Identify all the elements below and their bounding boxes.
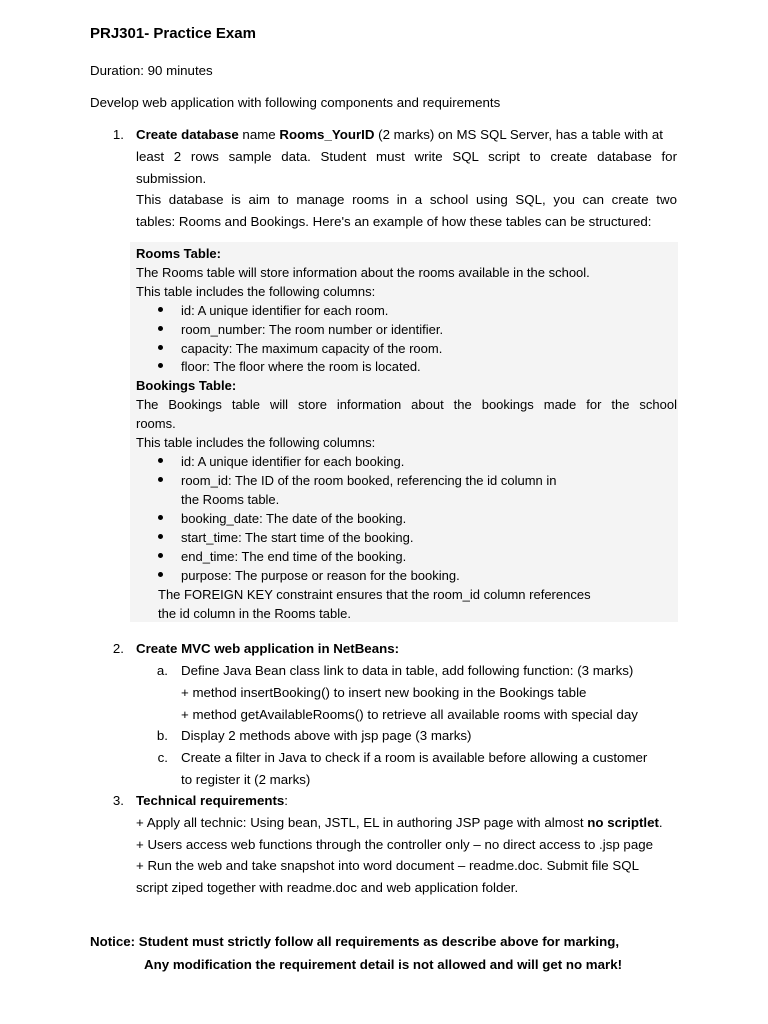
item-3-line-3: + Run the web and take snapshot into word document – readme.doc. Submit file SQL [136, 858, 639, 873]
rooms-table-description: The Rooms table will store information about the rooms available in the school. [136, 265, 590, 280]
bullet-icon [158, 510, 166, 518]
foreign-key-note-1: The FOREIGN KEY constraint ensures that the room_id column references [158, 587, 591, 602]
item-1-bold-db-name: Rooms_YourID [279, 127, 375, 142]
bookings-column-end-time: end_time: The end time of the booking. [181, 549, 407, 564]
item-2a-label: a. [156, 663, 168, 678]
item-2c-text-1: Create a filter in Java to check if a room is available before allowing a customer [181, 750, 648, 765]
item-1-line-4: This database is aim to manage rooms in a school using SQL, you can create two [136, 192, 677, 207]
item-1-number: 1. [112, 127, 124, 142]
item-2c-text-2: to register it (2 marks) [181, 772, 311, 787]
item-1-bold-create-database: Create database [136, 127, 239, 142]
bullet-icon [158, 548, 166, 556]
page-title: PRJ301- Practice Exam [90, 25, 256, 42]
item-1-text-b: (2 marks) on MS SQL Server, has a table with at [374, 127, 663, 142]
rooms-table-heading: Rooms Table: [136, 246, 221, 261]
bookings-column-start-time: start_time: The start time of the booking. [181, 530, 414, 545]
item-3-line-1-c: . [658, 815, 663, 830]
item-1-line-2: least 2 rows sample data. Student must write SQL script to create database for [136, 149, 677, 164]
item-3-line-2: + Users access web functions through the controller only – no direct access to .jsp page [136, 837, 654, 852]
item-2-number: 2. [112, 641, 124, 656]
item-2-heading: Create MVC web application in NetBeans: [136, 641, 400, 656]
item-2a-sub-2: + method getAvailableRooms() to retrieve all available rooms with special day [181, 707, 638, 722]
bullet-icon [158, 529, 166, 537]
bullet-icon [158, 567, 166, 575]
bookings-table-description-1: The Bookings table will store information about the bookings made for the school [136, 397, 677, 412]
bookings-column-id: id: A unique identifier for each booking. [181, 454, 405, 469]
item-1-line-3: submission. [136, 171, 207, 186]
rooms-column-capacity: capacity: The maximum capacity of the room. [181, 341, 443, 356]
bullet-icon [158, 340, 166, 348]
item-3-heading-colon: : [284, 793, 288, 808]
bookings-column-booking-date: booking_date: The date of the booking. [181, 511, 407, 526]
bullet-icon [158, 453, 166, 461]
item-2c-label: c. [157, 750, 168, 765]
item-3-heading-line [136, 790, 288, 812]
intro-text: Develop web application with following components and requirements [90, 95, 501, 110]
item-1-line-5: tables: Rooms and Bookings. Here's an example of how these tables can be structured: [136, 214, 652, 229]
bullet-icon [158, 472, 166, 480]
item-3-number: 3. [112, 793, 124, 808]
bullet-icon [158, 321, 166, 329]
item-3-line-1-a: + Apply all technic: Using bean, JSTL, EL in authoring JSP page with almost [136, 815, 588, 830]
rooms-columns-intro: This table includes the following columns: [136, 284, 376, 299]
bullet-icon [158, 358, 166, 366]
item-3-line-1 [136, 812, 663, 834]
notice-line-1: Notice: Student must strictly follow all requirements as describe above for marking, [90, 934, 620, 949]
item-1-line-1 [136, 124, 663, 146]
item-2a-text: Define Java Bean class link to data in table, add following function: (3 marks) [181, 663, 634, 678]
bookings-table-description-2: rooms. [136, 416, 176, 431]
bookings-table-heading: Bookings Table: [136, 378, 237, 393]
duration-text: Duration: 90 minutes [90, 63, 213, 78]
rooms-column-id: id: A unique identifier for each room. [181, 303, 389, 318]
rooms-column-floor: floor: The floor where the room is located. [181, 359, 421, 374]
item-1-text-a: name [238, 127, 280, 142]
bookings-columns-intro: This table includes the following columns: [136, 435, 376, 450]
notice-line-2: Any modification the requirement detail is not allowed and will get no mark! [144, 957, 623, 972]
item-2b-text: Display 2 methods above with jsp page (3 marks) [181, 728, 472, 743]
rooms-column-room-number: room_number: The room number or identifier. [181, 322, 444, 337]
item-3-line-4: script ziped together with readme.doc and web application folder. [136, 880, 519, 895]
bookings-column-room-id-2: the Rooms table. [181, 492, 280, 507]
item-3-heading: Technical requirements [136, 793, 285, 808]
foreign-key-note-2: the id column in the Rooms table. [158, 606, 351, 621]
bookings-column-purpose: purpose: The purpose or reason for the booking. [181, 568, 460, 583]
bookings-column-room-id-1: room_id: The ID of the room booked, referencing the id column in [181, 473, 557, 488]
item-3-no-scriptlet: no scriptlet [587, 815, 659, 830]
item-2b-label: b. [156, 728, 168, 743]
bullet-icon [158, 302, 166, 310]
item-2a-sub-1: + method insertBooking() to insert new booking in the Bookings table [181, 685, 587, 700]
